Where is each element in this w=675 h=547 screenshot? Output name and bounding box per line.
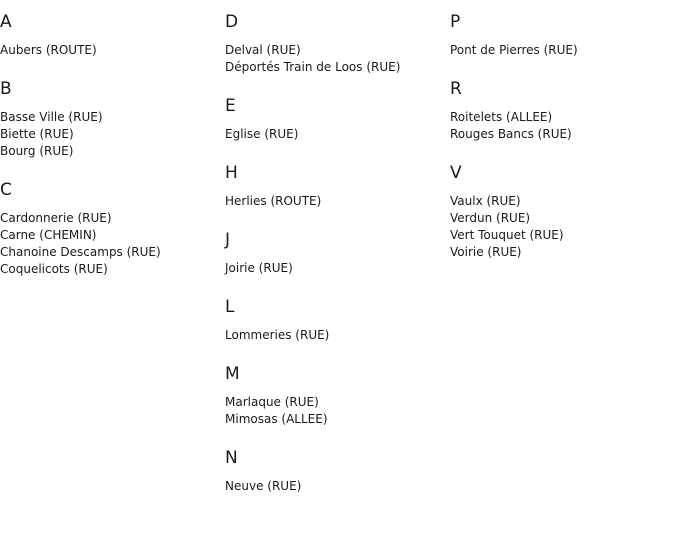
letter-heading: A [0, 12, 12, 32]
street-index-column-3 [450, 0, 675, 261]
letter-group [225, 448, 450, 495]
letter-group [225, 12, 450, 76]
street-link[interactable]: Marlaque (RUE) [225, 395, 319, 409]
street-list [450, 193, 675, 261]
letter-heading: M [225, 364, 240, 384]
letter-heading: H [225, 163, 239, 183]
letter-heading: B [0, 79, 12, 99]
street-index-column-2 [225, 0, 450, 495]
street-list [225, 193, 450, 210]
letter-heading: P [450, 12, 461, 32]
street-link[interactable]: Lommeries (RUE) [225, 328, 330, 342]
street-list [225, 126, 450, 143]
street-link[interactable]: Voirie (RUE) [450, 245, 522, 259]
street-link[interactable]: Herlies (ROUTE) [225, 194, 322, 208]
street-link[interactable]: Rouges Bancs (RUE) [450, 127, 572, 141]
letter-group [225, 297, 450, 344]
letter-group [0, 79, 225, 160]
letter-heading: V [450, 163, 462, 183]
letter-group [225, 163, 450, 210]
letter-heading: R [450, 79, 463, 99]
street-link[interactable]: Eglise (RUE) [225, 127, 299, 141]
street-link[interactable]: Biette (RUE) [0, 127, 74, 141]
letter-heading: J [225, 230, 231, 250]
street-index-column-1 [0, 0, 225, 278]
street-link[interactable]: Coquelicots (RUE) [0, 262, 108, 276]
street-list [450, 42, 675, 59]
street-link[interactable]: Pont de Pierres (RUE) [450, 43, 578, 57]
street-list [0, 210, 225, 278]
letter-heading: L [225, 297, 235, 317]
street-link[interactable]: Vaulx (RUE) [450, 194, 521, 208]
street-link[interactable]: Roitelets (ALLEE) [450, 110, 553, 124]
street-list [225, 394, 450, 428]
letter-group [0, 180, 225, 278]
street-list [225, 478, 450, 495]
street-link[interactable]: Mimosas (ALLEE) [225, 412, 328, 426]
letter-heading: N [225, 448, 239, 468]
street-link[interactable]: Delval (RUE) [225, 43, 301, 57]
street-list [450, 109, 675, 143]
letter-heading: C [0, 180, 13, 200]
street-list [0, 42, 225, 59]
letter-heading: D [225, 12, 239, 32]
letter-heading: E [225, 96, 237, 116]
street-link[interactable]: Neuve (RUE) [225, 479, 302, 493]
street-link[interactable]: Déportés Train de Loos (RUE) [225, 60, 401, 74]
street-link[interactable]: Verdun (RUE) [450, 211, 531, 225]
street-link[interactable]: Vert Touquet (RUE) [450, 228, 564, 242]
letter-group [450, 79, 675, 143]
street-link[interactable]: Aubers (ROUTE) [0, 43, 97, 57]
street-link[interactable]: Carne (CHEMIN) [0, 228, 97, 242]
letter-group [225, 96, 450, 143]
street-list [225, 42, 450, 76]
letter-group [450, 12, 675, 59]
street-link[interactable]: Cardonnerie (RUE) [0, 211, 112, 225]
letter-group [0, 12, 225, 59]
street-link[interactable]: Joirie (RUE) [225, 261, 293, 275]
letter-group [225, 364, 450, 428]
street-list [225, 327, 450, 344]
letter-group [225, 230, 450, 277]
street-link[interactable]: Bourg (RUE) [0, 144, 74, 158]
street-link[interactable]: Basse Ville (RUE) [0, 110, 103, 124]
letter-group [450, 163, 675, 261]
street-list [225, 260, 450, 277]
street-link[interactable]: Chanoine Descamps (RUE) [0, 245, 161, 259]
street-list [0, 109, 225, 160]
